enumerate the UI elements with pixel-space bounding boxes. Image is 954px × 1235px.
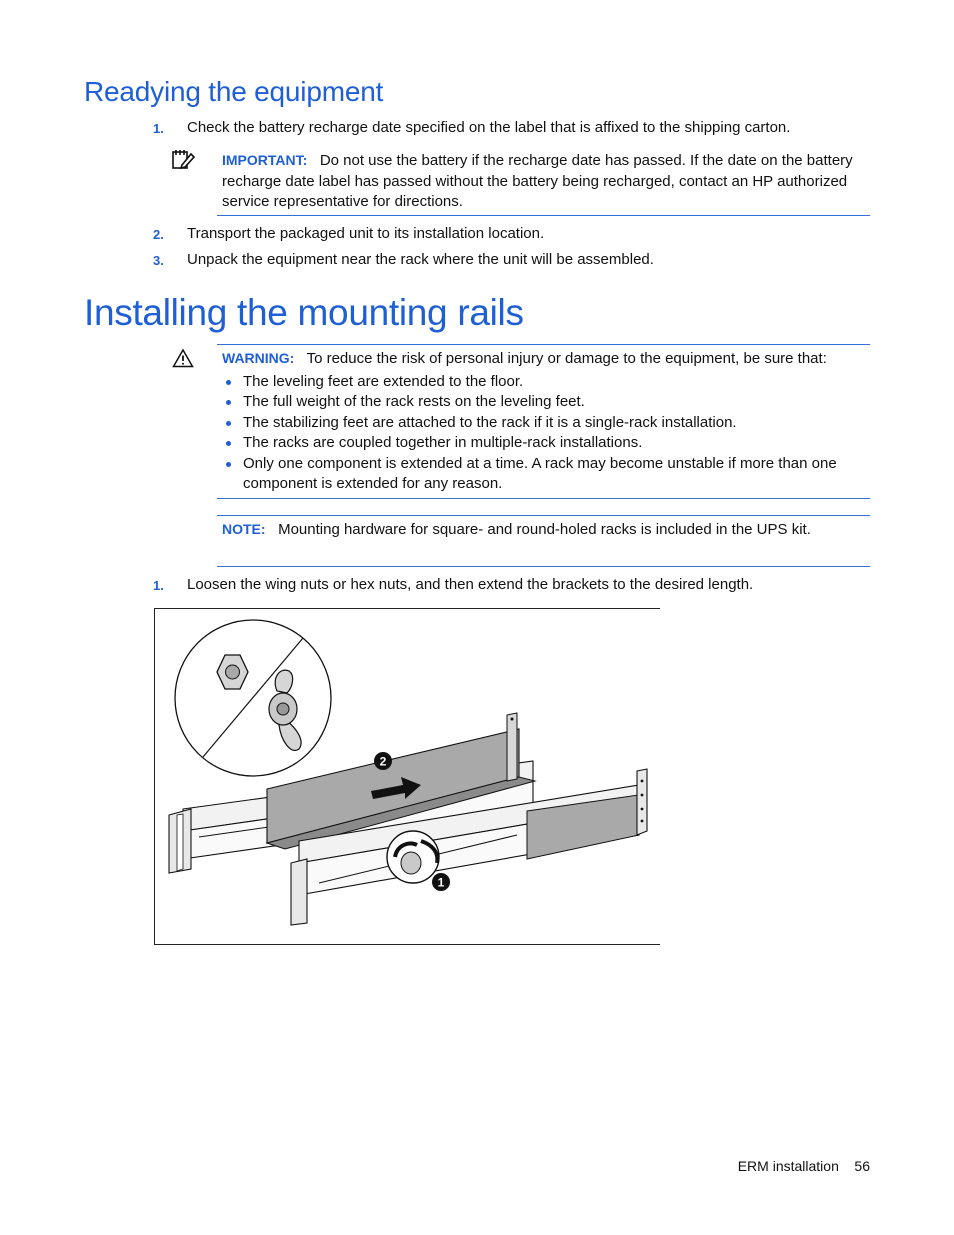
install-step-1-text: Loosen the wing nuts or hex nuts, and then extend the brackets to the desired length. (187, 576, 754, 593)
step-3-text: Unpack the equipment near the rack where the unit will be assembled. (187, 251, 654, 268)
warning-top-divider (217, 344, 870, 345)
step-number: 2. (153, 227, 164, 242)
hardware-detail-circle (175, 620, 331, 776)
step-2-number (153, 225, 164, 245)
step-number: 3. (153, 253, 164, 268)
step-1-text: Check the battery recharge date specified on the label that is affixed to the shipping carton. (187, 119, 791, 136)
note-top-divider (217, 515, 870, 516)
step-number: 1. (153, 578, 164, 593)
note-bottom-divider (217, 566, 870, 567)
important-box (222, 150, 872, 213)
callout-2-label: 2 (379, 754, 387, 769)
warning-bullet: The racks are coupled together in multiple-rack installations. (222, 433, 872, 454)
step-1 (153, 119, 164, 139)
warning-bullet: The stabilizing feet are attached to the rack if it is a single-rack installation. (222, 413, 872, 434)
callout-2 (374, 752, 392, 770)
step-number: 1. (153, 121, 164, 136)
warning-label: WARNING: (222, 350, 295, 366)
section-heading-installing: Installing the mounting rails (84, 292, 524, 333)
callout-1 (432, 873, 450, 891)
important-line-1: Do not use the battery if the recharge date has passed. If the date on the battery (319, 152, 853, 169)
note-text: Mounting hardware for square- and round-holed racks is included in the UPS kit. (278, 521, 811, 538)
mounting-rails-figure (154, 608, 660, 945)
warning-bullet-list (222, 372, 872, 495)
warning-bottom-divider (217, 498, 870, 499)
important-divider (217, 215, 870, 216)
warning-text: To reduce the risk of personal injury or damage to the equipment, be sure that: (306, 350, 827, 367)
warning-triangle-icon (172, 348, 194, 368)
warning-bullet: Only one component is extended at a time. A rack may become unstable if more than one component is extended for any reason. (222, 454, 872, 495)
install-step-1-number (153, 576, 164, 596)
note-box (222, 519, 872, 541)
note-label: NOTE: (222, 521, 266, 537)
footer-page-number: 56 (854, 1158, 870, 1174)
section-heading-readying: Readying the equipment (84, 76, 384, 107)
step-2-text: Transport the packaged unit to its installation location. (187, 225, 545, 242)
warning-bullet: The leveling feet are extended to the floor. (222, 372, 872, 393)
callout-1-label: 1 (437, 875, 445, 890)
warning-bullet: The full weight of the rack rests on the leveling feet. (222, 392, 872, 413)
warning-box (222, 348, 872, 495)
important-line-3: service representative for directions. (222, 193, 463, 210)
important-label: IMPORTANT: (222, 152, 308, 168)
mounting-rails-illustration (155, 609, 661, 946)
footer-section: ERM installation (737, 1158, 839, 1174)
important-note-icon (171, 148, 195, 172)
step-3-number (153, 251, 164, 271)
page-footer (738, 1158, 870, 1174)
rail-wing-nut-detail (387, 831, 439, 883)
important-line-2: recharge date label has passed without the battery being recharged, contact an HP authorized (222, 172, 848, 190)
